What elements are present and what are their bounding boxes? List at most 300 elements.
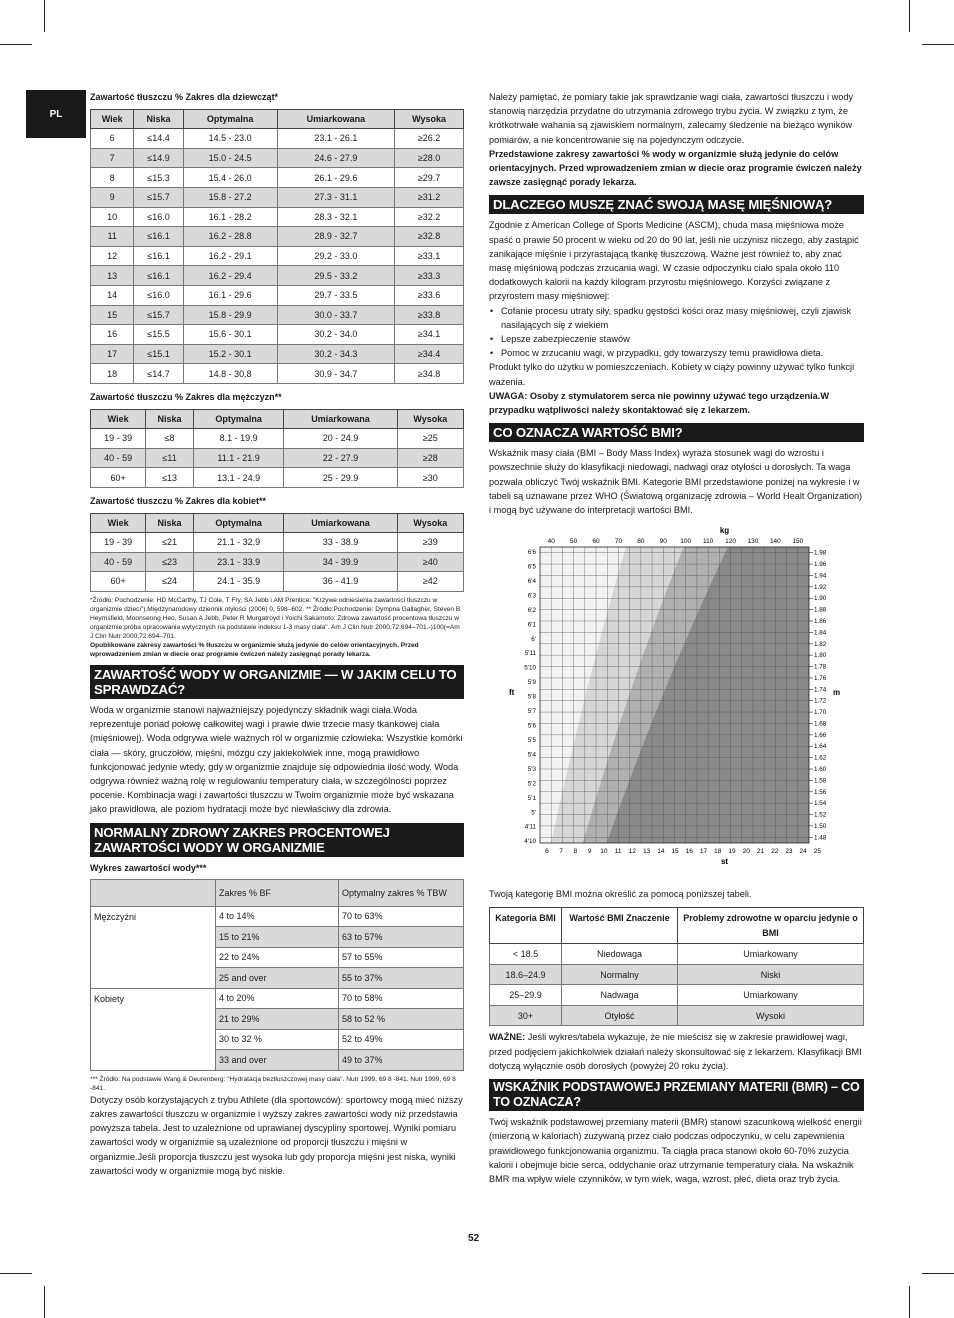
table-cell: 57 to 55% [339,947,464,968]
table-cell: 15.8 - 29.9 [183,305,277,325]
table-cell: Wysoki [678,1005,864,1026]
ft-tick-label: 5'8 [527,693,536,701]
m-tick-label: 1.76 [814,675,827,683]
table-header-row [91,410,464,429]
table-cell: ≤15.1 [134,344,183,364]
table-cell: ≥40 [397,552,463,572]
table-header-row [490,908,864,944]
kg-tick-label: 70 [614,538,623,546]
m-tick-label: 1.74 [814,686,827,694]
ft-tick-label: 5'6 [527,722,536,730]
table-cell: 11.1 - 21.9 [193,448,283,468]
kg-tick-label: 50 [570,538,578,546]
kg-tick-label: 110 [702,538,714,546]
intro-bold-text: Przedstawione zakresy zawartości % wody w organizmie służą jedynie do celów orientacyjnych. Przed wprowadzeniem zmian w diecie oraz programie ćwiczeń należy zawsze zasięgnąć porady lekarza. [489,148,862,188]
table-cell: 6 [91,129,134,149]
table-cell: 13.1 - 24.9 [193,468,283,488]
table-row [91,344,464,364]
table-row [490,985,864,1006]
table-header-cell: Kategoria BMI [490,908,562,944]
st-tick-label: 20 [742,848,750,856]
ft-tick-label: 5'2 [527,780,536,788]
m-tick-label: 1.82 [814,641,827,649]
table-cell: 55 to 37% [339,968,464,989]
table-cell: 14.8 - 30.8 [183,364,277,384]
table-cell: 27.3 - 31.1 [277,187,395,207]
table-cell: ≤21 [146,533,194,553]
intro-text: Należy pamiętać, że pomiary takie jak sprawdzanie wagi ciała, zawartości tłuszczu i wody stanowią narzędzia przydatne do utrzymania zdrowego trybu życia. W związku z tym, że krótkotrwałe wahania są zjawiskiem normalnym, zalecamy śledzenie na bieżąco wyników pomiarów, a nie koncentrowanie się na pojedynczym odczycie. [489,92,854,145]
group-label: Kobiety [91,988,216,1070]
table-cell: 33 and over [216,1050,339,1071]
st-tick-label: 7 [559,848,563,856]
sources-note [90,596,464,659]
table-cell: ≤16.1 [134,246,183,266]
left-axis-title: ft [509,688,515,698]
table-cell: 4 to 20% [216,988,339,1009]
kg-tick-label: 120 [725,538,736,546]
table-cell: 20 - 24.9 [284,429,397,449]
table-cell: ≤15.7 [134,187,183,207]
table-cell: 29.5 - 33.2 [277,266,395,286]
m-tick-label: 1.92 [814,584,827,592]
st-tick-label: 19 [728,848,736,856]
table-cell: 22 to 24% [216,947,339,968]
table-cell: ≥32.8 [395,227,464,247]
st-tick-label: 14 [657,848,665,856]
table-cell: ≥29.7 [395,168,464,188]
girls-table-caption: Zawartość tłuszczu % Zakres dla dziewcząt* [90,92,279,102]
table-header-cell: Optymalny zakres % TBW [339,879,464,906]
st-tick-label: 11 [614,848,622,856]
right-column [489,90,864,1186]
table-row [91,572,464,592]
athlete-text: Dotyczy osób korzystających z trybu Athlete (dla sportowców): sportowcy mogą mieć niższy zakres zawartości tłuszczu w organizmie i wyższy zakres zawartości wody niż przedstawia powyższa tabela. Jest to uzależnione od uprawianej dyscypliny sportowej. Wyniki pomiaru zawartości wody w organizmie są uzależnione od proporcji tłuszczu i mięśni w organizmie.Jeśli proporcja tłuszczu jest wysoka lub gdy proporcja mięśni jest niska, wyniki zawartości wody w organizmie mogą być niskie. [90,1094,463,1176]
muscle-heading: DLACZEGO MUSZĘ ZNAĆ SWOJĄ MASĘ MIĘŚNIOWĄ? [489,195,864,214]
table-cell: ≥26.2 [395,129,464,149]
table-cell: < 18.5 [490,944,562,965]
crop-mark [0,1273,32,1274]
table-cell: 26.1 - 29.6 [277,168,395,188]
table-cell: ≥34.4 [395,344,464,364]
ft-tick-label: 5'7 [527,708,536,716]
table-cell: 15.0 - 24.5 [183,148,277,168]
table-header-cell: Zakres % BF [216,879,339,906]
table-cell: 25 - 29.9 [284,468,397,488]
table-cell: 21.1 - 32.9 [193,533,283,553]
st-tick-label: 18 [714,848,722,856]
table-cell: 16.2 - 29.4 [183,266,277,286]
m-tick-label: 1.48 [814,834,827,842]
men-fat-table [90,409,464,488]
table-cell: Niski [678,964,864,985]
table-cell: 16.1 - 29.6 [183,285,277,305]
important-text: Jeśli wykres/tabela wykazuje, że nie mieścisz się w zakresie prawidłowej wagi, przed podjęciem jakichkolwiek działań należy skonsultować się z lekarzem. Klasyfikacji BMI dotyczą wyłącznie osób dorosłych (powyżej 20 roku życia). [489,1032,862,1071]
table-cell: 19 - 39 [91,533,146,553]
table-cell: Normalny [562,964,678,985]
bmi-table-intro: Twoją kategorię BMI można określić za pomocą poniższej tabeli. [489,889,752,900]
kg-tick-label: 60 [592,538,600,546]
table-cell: 13 [91,266,134,286]
table-cell: 30 to 32 % [216,1029,339,1050]
table-row [91,285,464,305]
crop-mark [922,44,954,45]
indoor-note: Produkt tylko do użytku w pomieszczeniach. Kobiety w ciąży powinny używać tylko funkcji ważenia. [489,362,855,387]
sources-bold-note: Opublikowane zakresy zawartości % tłuszczu w organizmie służą jedynie do celów orientacyjnych. Przed wprowadzeniem zmian w diecie oraz programie ćwiczeń należy zasięgnąć porady lekarza. [90,641,419,658]
table-cell: Umiarkowany [678,944,864,965]
page-number: 52 [468,1233,480,1244]
table-header-cell: Wiek [91,110,134,129]
table-header-cell: Wysoka [397,410,463,429]
table-cell: 52 to 49% [339,1029,464,1050]
bmi-heading: CO OZNACZA WARTOŚĆ BMI? [489,423,864,442]
table-cell: Nadwaga [562,985,678,1006]
table-header-cell: Wartość BMI Znaczenie [562,908,678,944]
m-tick-label: 1.80 [814,652,827,660]
table-cell: ≥32.2 [395,207,464,227]
muscle-text: Zgodnie z American College of Sports Medicine (ASCM), chuda masa mięśniowa może spaść o prawie 50 procent w wieku od 20 do 90 lat, jeśli nie uczynisz niczego, aby zastąpić zanikające mięśnie i przyrastającą tkankę tłuszczową. Ważne jest również to, aby znać masę mięśniową podczas zrzucania wagi. W czasie odpoczynku ciało spala około 110 dodatkowych kalorii na każdy kilogram przyrostu mięśniowego. Korzyści związane z przyrostem masy mięśniowej: [489,220,859,302]
table-cell: 12 [91,246,134,266]
table-cell: 40 - 59 [91,552,146,572]
top-axis-title: kg [719,526,730,536]
table-row [91,129,464,149]
ft-tick-label: 6'1 [527,621,536,629]
m-tick-label: 1.66 [814,732,827,740]
table-cell: 4 to 14% [216,906,339,927]
m-tick-label: 1.50 [814,823,827,831]
m-tick-label: 1.54 [814,800,827,808]
table-cell: 25–29.9 [490,985,562,1006]
normal-water-heading: NORMALNY ZDROWY ZAKRES PROCENTOWEJ ZAWARTOŚCI WODY W ORGANIZMIE [90,823,464,857]
table-cell: ≤24 [146,572,194,592]
m-tick-label: 1.72 [814,697,827,705]
table-row [91,266,464,286]
m-tick-label: 1.84 [814,629,827,637]
st-tick-label: 17 [699,848,708,856]
table-header-cell: Optymalna [193,410,283,429]
kg-tick-label: 100 [680,538,692,546]
table-row [490,944,864,965]
bmi-chart-svg [489,523,864,883]
table-cell: 29.2 - 33.0 [277,246,395,266]
table-cell: 28.9 - 32.7 [277,227,395,247]
table-row [91,552,464,572]
table-cell: 7 [91,148,134,168]
table-row [91,988,464,1009]
kg-tick-label: 140 [769,538,781,546]
table-cell: 16.1 - 28.2 [183,207,277,227]
table-header-cell: Umiarkowana [284,410,397,429]
muscle-bullets [489,304,864,361]
table-cell: ≤14.9 [134,148,183,168]
group-label: Mężczyźni [91,906,216,988]
girls-fat-table [90,109,464,384]
water-table [90,879,464,1071]
bmr-text: Twój wskaźnik podstawowej przemiany materii (BMR) stanowi szacunkową wielkość energii (mierzoną w kaloriach) zużywaną przez ciało podczas odpoczynku, w celu zapewnienia prawidłowego funkcjonowania organizmu. Ta ciągła praca stanowi około 60-70% zużycia kalorii i obejmuje bicie serca, oddychanie oraz utrzymanie temperatury ciała. Na wskaźnik BMR ma wpływ wiele czynników, w tym wiek, waga, wzrost, płeć, dieta oraz tryb życia. [489,1117,862,1184]
table-cell: 30+ [490,1005,562,1026]
table-cell: 9 [91,187,134,207]
table-header-cell: Wiek [91,410,146,429]
table-cell: 23.1 - 26.1 [277,129,395,149]
table-cell: 28.3 - 32.1 [277,207,395,227]
st-tick-label: 16 [685,848,693,856]
table-cell: ≥28 [397,448,463,468]
m-tick-label: 1.52 [814,811,827,819]
list-item: • Lepsze zabezpieczenie stawów [489,332,864,346]
table-cell: ≤14.4 [134,129,183,149]
table-cell: 15.8 - 27.2 [183,187,277,207]
st-tick-label: 8 [573,848,578,856]
table-cell: 18 [91,364,134,384]
table-cell: 16 [91,325,134,345]
important-label: WAŻNE: [489,1032,526,1043]
st-tick-label: 13 [642,848,651,856]
bmr-heading: WSKAŹNIK PODSTAWOWEJ PRZEMIANY MATERII (BMR) – CO TO OZNACZA? [489,1079,864,1111]
table-cell: 16.2 - 28.8 [183,227,277,247]
table-cell: ≤16.1 [134,227,183,247]
table-row [91,305,464,325]
table-cell: 24.6 - 27.9 [277,148,395,168]
sources-water-note: *** Źródło: Na podstawie Wang & Deurenberg: "Hydratacja beztłuszczowej masy ciała". Nutr 1999, 69 8 -841. Nutr 1999, 69 8 -841. [90,1075,456,1092]
table-cell: 15 to 21% [216,927,339,948]
ft-tick-label: 6'6 [527,549,536,557]
table-row [91,429,464,449]
m-tick-label: 1.62 [814,754,827,762]
table-cell: 17 [91,344,134,364]
table-row [91,468,464,488]
table-cell: 11 [91,227,134,247]
m-tick-label: 1.64 [814,743,827,751]
table-cell: ≥28.0 [395,148,464,168]
table-cell: 60+ [91,468,146,488]
table-cell: 40 - 59 [91,448,146,468]
table-row [91,187,464,207]
crop-mark [44,1286,45,1318]
table-cell: 25 and over [216,968,339,989]
water-heading: ZAWARTOŚĆ WODY W ORGANIZMIE — W JAKIM CELU TO SPRAWDZAĆ? [90,665,464,699]
table-cell: 70 to 63% [339,906,464,927]
table-header-cell: Wysoka [397,514,463,533]
m-tick-label: 1.60 [814,766,827,774]
table-cell: 18.6–24.9 [490,964,562,985]
table-header-cell [91,879,216,906]
table-cell: 14.5 - 23.0 [183,129,277,149]
table-row [91,533,464,553]
table-cell: ≤16.1 [134,266,183,286]
table-cell: ≥39 [397,533,463,553]
table-cell: 19 - 39 [91,429,146,449]
table-cell: ≤15.5 [134,325,183,345]
table-cell: ≤11 [146,448,194,468]
table-row [91,364,464,384]
table-cell: 15 [91,305,134,325]
women-table-caption: Zawartość tłuszczu % Zakres dla kobiet** [90,495,267,506]
st-tick-label: 23 [785,848,793,856]
crop-mark [922,1273,954,1274]
table-cell: Niedowaga [562,944,678,965]
right-axis-title: m [833,688,841,698]
table-cell: 34 - 39.9 [284,552,397,572]
st-tick-label: 12 [628,848,636,856]
table-header-cell: Niska [146,514,194,533]
kg-tick-label: 130 [747,538,759,546]
table-row [490,964,864,985]
table-cell: 58 to 52 % [339,1009,464,1030]
table-cell: 16.2 - 29.1 [183,246,277,266]
table-cell: ≥34.8 [395,364,464,384]
table-cell: 15.6 - 30.1 [183,325,277,345]
ft-tick-label: 5' [531,809,536,817]
table-header-cell: Umiarkowana [284,514,397,533]
m-tick-label: 1.78 [814,663,827,671]
table-row [91,906,464,927]
table-cell: ≥25 [397,429,463,449]
table-cell: ≥34.1 [395,325,464,345]
list-item: • Cofanie procesu utraty siły, spadku gęstości kości oraz masy mięśniowej, czyli zjawisk nasilających się z wiekiem [489,304,864,332]
table-cell: 70 to 58% [339,988,464,1009]
ft-tick-label: 6'4 [527,578,536,586]
kg-tick-label: 40 [547,538,555,546]
table-row [91,207,464,227]
table-cell: ≥31.2 [395,187,464,207]
table-cell: 8.1 - 19.9 [193,429,283,449]
table-cell: ≤23 [146,552,194,572]
table-row [91,325,464,345]
table-cell: ≤8 [146,429,194,449]
table-header-row [91,514,464,533]
table-header-cell: Umiarkowana [277,110,395,129]
bmi-text: Wskaźnik masy ciała (BMI – Body Mass Index) wyraża stosunek wagi do wzrostu i powszechnie służy do klasyfikacji niedowagi, nadwagi oraz otyłości u dorosłych. Ta waga pozwala obliczyć Twój wskaźnik BMI. Kategorie BMI przedstawione poniżej na wykresie i w tabeli są uznawane przez WHO (Światową organizację zdrowia – World Healt Organization) i mogą być używane do interpretacji wartości BMI. [489,448,863,516]
table-cell: ≤15.7 [134,305,183,325]
table-cell: 10 [91,207,134,227]
table-cell: 30.2 - 34.0 [277,325,395,345]
table-cell: 60+ [91,572,146,592]
st-tick-label: 10 [600,848,608,856]
crop-mark [0,44,32,45]
st-tick-label: 15 [671,848,679,856]
table-cell: 22 - 27.9 [284,448,397,468]
table-cell: ≥33.3 [395,266,464,286]
m-tick-label: 1.90 [814,595,827,603]
ft-tick-label: 5'3 [527,766,536,774]
water-text: Woda w organizmie stanowi najważniejszy pojedynczy składnik wagi ciała.Woda reprezentuje ponad połowę całkowitej wagi i prawie dwie trzecie masy tkankowej ciała (mięśniowej). Woda odgrywa wiele ważnych ról w organizmie człowieka: Wszystkie komórki ciała — skóry, gruczołów, mięśni, mózgu czy jakiekolwiek inne, mogą prawidłowo funkcjonować jedynie wtedy, gdy w organizmie znajduje się odpowiednia ilość wody. Woda odgrywa również ważną rolę w regulowaniu temperatury ciała, w szczególności poprzez pocenie. Kombinacja wagi i zawartości tłuszczu w Twoim organizmie może być wskazana jako prawidłowa, ale poziom hydratacji może być niewłaściwy dla zdrowia. [90,704,463,815]
table-cell: ≤16.0 [134,285,183,305]
table-row [490,1005,864,1026]
st-tick-label: 9 [587,848,592,856]
kg-tick-label: 80 [637,538,645,546]
table-cell: Otyłość [562,1005,678,1026]
table-cell: 14 [91,285,134,305]
ft-tick-label: 6'3 [527,592,536,600]
m-tick-label: 1.56 [814,789,827,797]
table-header-row [91,110,464,129]
crop-mark [909,1286,910,1318]
table-cell: 29.7 - 33.5 [277,285,395,305]
kg-tick-label: 90 [659,538,667,546]
st-tick-label: 22 [771,848,779,856]
table-header-cell: Wysoka [395,110,464,129]
m-tick-label: 1.68 [814,720,827,728]
table-cell: 49 to 37% [339,1050,464,1071]
ft-tick-label: 4'11 [524,824,536,832]
table-cell: 63 to 57% [339,927,464,948]
table-cell: 30.9 - 34.7 [277,364,395,384]
table-cell: 15.2 - 30.1 [183,344,277,364]
table-header-cell: Problemy zdrowotne w oparciu jedynie o BMI [678,908,864,944]
table-cell: 30.0 - 33.7 [277,305,395,325]
women-fat-table [90,513,464,592]
table-cell: 24.1 - 35.9 [193,572,283,592]
ft-tick-label: 5'5 [527,737,536,745]
m-tick-label: 1.96 [814,561,827,569]
bmi-table [489,907,864,1026]
table-cell: ≤14.7 [134,364,183,384]
ft-tick-label: 6'5 [527,563,536,571]
tbw-table-caption: Wykres zawartości wody*** [90,862,207,873]
important-note [489,1030,864,1073]
st-tick-label: 24 [799,848,807,856]
table-row [91,148,464,168]
table-cell: 36 - 41.9 [284,572,397,592]
ft-tick-label: 5'11 [524,650,536,658]
st-tick-label: 25 [813,848,822,856]
table-row [91,168,464,188]
table-cell: ≤13 [146,468,194,488]
language-tab: PL [26,90,86,138]
table-cell: ≤16.0 [134,207,183,227]
table-header-row [91,879,464,906]
m-tick-label: 1.98 [814,549,827,557]
kg-tick-label: 150 [792,538,804,546]
table-cell: ≥33.6 [395,285,464,305]
table-cell: 33 - 38.9 [284,533,397,553]
m-tick-label: 1.70 [814,709,827,717]
ft-tick-label: 5'10 [524,664,536,672]
left-column [90,90,464,1178]
table-header-cell: Niska [134,110,183,129]
table-cell: ≥33.8 [395,305,464,325]
table-header-cell: Optymalna [193,514,283,533]
ft-tick-label: 4'10 [524,838,536,846]
table-cell: 30.2 - 34.3 [277,344,395,364]
table-cell: 21 to 29% [216,1009,339,1030]
m-tick-label: 1.94 [814,572,827,580]
m-tick-label: 1.86 [814,618,827,626]
table-cell: ≥33.1 [395,246,464,266]
table-header-cell: Wiek [91,514,146,533]
table-cell: 23.1 - 33.9 [193,552,283,572]
ft-tick-label: 5'9 [527,679,536,687]
crop-mark [909,0,910,32]
table-header-cell: Niska [146,410,194,429]
table-row [91,246,464,266]
ft-tick-label: 6' [531,636,536,644]
table-row [91,448,464,468]
m-tick-label: 1.88 [814,606,827,614]
crop-mark [44,0,45,32]
table-cell: ≥30 [397,468,463,488]
list-item: • Pomoc w zrzucaniu wagi, w przypadku, gdy towarzyszy temu prawidłowa dieta. [489,346,864,360]
st-tick-label: 21 [756,848,765,856]
m-tick-label: 1.58 [814,777,827,785]
table-cell: ≤15.3 [134,168,183,188]
sources-text: *Źródło: Pochodzenie: HD McCarthy, TJ Cole, T Fry, SA Jebb i AM Prentice: "Krzywe odniesienia zawartości tłuszczu w organizmie dzieci").Międzynarodowy dziennik otyłości (2006) 0, 598–602. ** Źródło:Pochodzenie: Dympna Gallagher, Steven B Heymsfield, Moonseong Heo, Susan A Jebb, Peter R Murgatroyd i Yoichi Sakamoto: Zdrowa zawartość procentowa tłuszczu w organizmie:próba opracowania wytycznych na podstawie indeksu 1-3 masy ciała". Am J Clin Nutr 2000;72:694–701.-)100(=Am J Clin Nutr 2000;72:694–701. [90,596,461,640]
bottom-axis-title: st [720,857,729,867]
table-cell: 15.4 - 26.0 [183,168,277,188]
table-header-cell: Optymalna [183,110,277,129]
men-table-caption: Zawartość tłuszczu % Zakres dla mężczyzn** [90,391,282,402]
table-cell: 8 [91,168,134,188]
table-row [91,227,464,247]
